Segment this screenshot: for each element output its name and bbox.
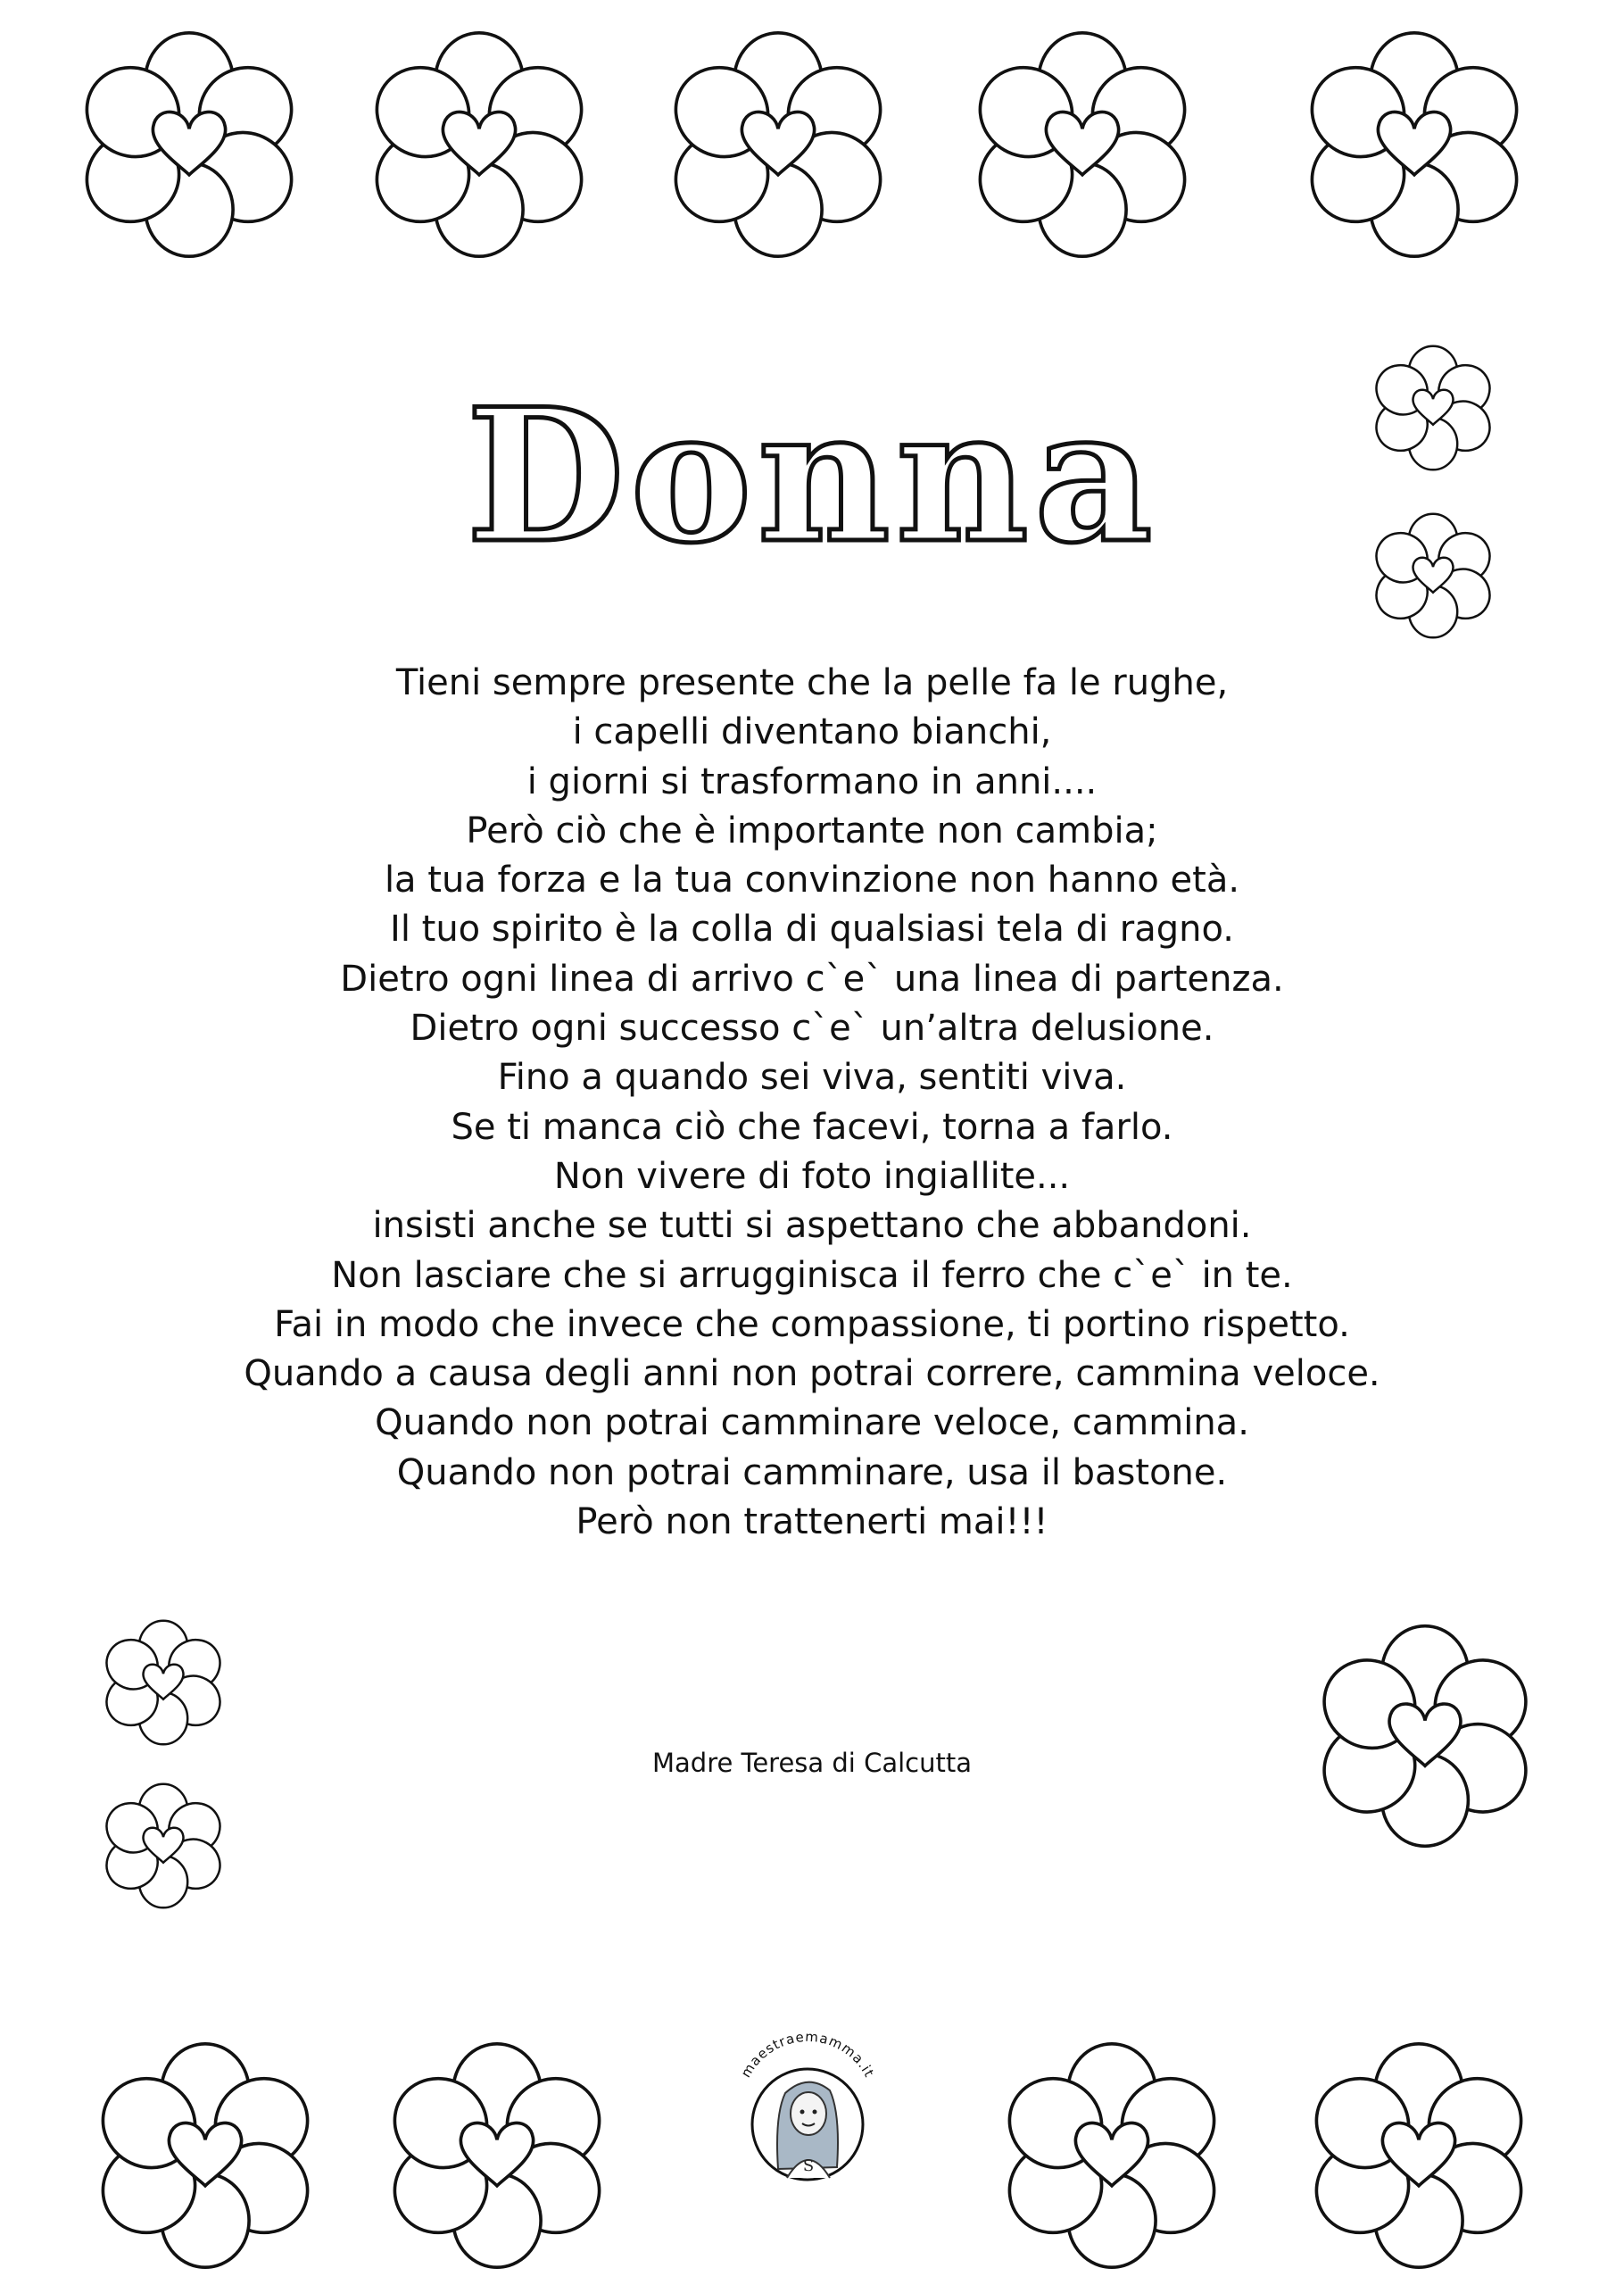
heart-flower-icon	[360, 33, 598, 256]
poem-line: Dietro ogni successo c`e` un’altra delusione.	[410, 1008, 1214, 1050]
poem-line: Quando a causa degli anni non potrai correre, cammina veloce.	[244, 1353, 1380, 1395]
heart-flower-icon	[659, 33, 897, 256]
heart-flower-icon	[964, 33, 1201, 256]
title-outline-text: Donna	[466, 384, 1158, 584]
poem-line: la tua forza e la tua convinzione non hanno età.	[384, 860, 1240, 902]
poem-line: Fino a quando sei viva, sentiti viva.	[497, 1057, 1127, 1099]
poem-line: insisti anche se tutti si aspettano che abbandoni.	[372, 1205, 1252, 1247]
poem-line: Dietro ogni linea di arrivo c`e` una linea di partenza.	[340, 958, 1284, 1000]
poem-line: Quando non potrai camminare veloce, cammina.	[375, 1402, 1249, 1444]
poem-line: Se ti manca ciò che facevi, torna a farlo.	[451, 1106, 1173, 1148]
heart-flower-icon	[70, 33, 308, 256]
poem-text	[143, 659, 1481, 1547]
heart-flower-icon	[993, 2044, 1230, 2267]
heart-flower-icon	[87, 2044, 324, 2267]
heart-flower-icon	[378, 2044, 616, 2267]
poem-line: Quando non potrai camminare, usa il bastone.	[396, 1451, 1228, 1493]
poem-line: Non lasciare che si arrugginisca il ferro che c`e` in te.	[331, 1254, 1293, 1296]
logo-text-path: maestraemamma.it	[737, 2028, 878, 2081]
poem-line: i giorni si trasformano in anni....	[526, 760, 1098, 802]
poem-line: Però non trattenerti mai!!!	[576, 1501, 1048, 1543]
heart-flower-icon	[1296, 33, 1533, 256]
poem-author: Madre Teresa di Calcutta	[652, 1748, 972, 1778]
poem-line: Tieni sempre presente che la pelle fa le rughe,	[395, 662, 1229, 703]
poem-line: Non vivere di foto ingiallite...	[553, 1155, 1071, 1197]
heart-flower-icon	[1300, 2044, 1537, 2267]
poem-line: Però ciò che è importante non cambia;	[466, 810, 1158, 852]
site-logo	[723, 1999, 892, 2191]
heart-flower-icon	[1308, 1626, 1542, 1847]
poem-line: i capelli diventano bianchi,	[572, 711, 1052, 753]
page-title	[0, 384, 1624, 598]
svg-text:S: S	[802, 2156, 815, 2175]
heart-flower-icon	[97, 1784, 228, 1908]
heart-flower-icon	[97, 1621, 228, 1745]
poem-line: Fai in modo che invece che compassione, ti portino rispetto.	[274, 1303, 1350, 1345]
poem-line: Il tuo spirito è la colla di qualsiasi tela di ragno.	[390, 909, 1234, 951]
girl-portrait-logo-icon	[752, 2069, 863, 2180]
